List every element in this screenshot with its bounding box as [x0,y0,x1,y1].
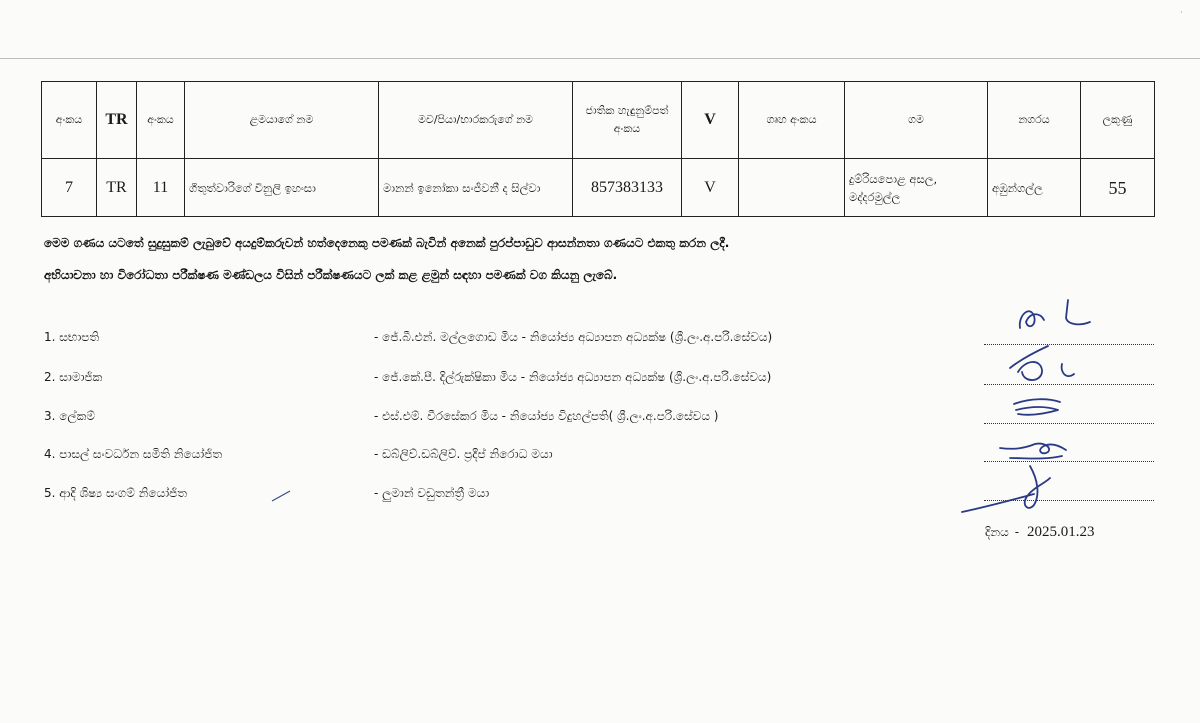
signature-line [984,344,1154,345]
cell-parent-name: මානන් ඉනෝකා සංජීවනී ද සිල්වා [379,159,573,217]
header-tr-no: අංකය [137,82,185,159]
header-house-no: ගෘහ අංකය [739,82,845,159]
header-parent-name: මව/පියා/භාරකරුගේ නම [379,82,573,159]
date-block [985,524,1095,541]
cell-tr: TR [97,159,137,217]
table-header-row [42,82,1155,159]
date-separator: - [1014,525,1020,539]
cell-v: V [682,159,739,217]
date-label: දිනය [985,525,1009,539]
cell-village: දුම්රියපොළ අසල, මද්දරමුල්ල [845,159,988,217]
member-role: 3. ලේකම් [44,409,95,423]
header-no: අංකය [42,82,97,159]
header-village: ගම [845,82,988,159]
member-role: 5. ආදි ශිෂ්‍ය සංගම් නියෝජිත [44,486,188,500]
cell-tr-no: 11 [137,159,185,217]
signature-line [984,461,1154,462]
signature-line [984,500,1154,501]
cell-house-no [739,159,845,217]
cell-nic: 857383133 [573,159,682,217]
corner-mark: · [1180,8,1183,18]
cell-no: 7 [42,159,97,217]
header-tr: TR [97,82,137,159]
member-role: 4. පාසල් සංවර්ධන සමිති නියෝජිත [44,447,223,461]
pen-tick-mark [270,488,294,504]
header-v: V [682,82,739,159]
member-row-sdc-rep [44,447,1200,467]
signature-chairman [1020,300,1090,328]
note-line-2: අභියාචනා හා විරෝධතා පරීක්ෂණ මණ්ඩලය විසින් පරීක්ෂණයට ලක් කළ ළමුන් සඳහා පමණක් වග කියනු ලැබේ. [44,268,618,282]
signature-line [984,384,1154,385]
member-name: - ඩබ්ලිව්.ඩබ්ලිව්. ප්‍රදීප් නිරොධ මයා [374,447,553,461]
page-top-rule [0,58,1200,59]
member-name: - ජේ.බී.එන්. මල්ලගොඩ මිය - නියෝජ්‍ය අධ්‍යාපන අධ්‍යක්ෂ (ශ්‍රී.ලං.අ.පරි.සේවය) [374,330,773,344]
header-marks: ලකුණු [1081,82,1155,159]
cell-child-name: ගීතුත්වාරිගේ විනුලි ඉහංසා [185,159,379,217]
header-child-name: ළමයාගේ නම [185,82,379,159]
member-role: 2. සාමාජික [44,370,103,384]
member-row-chairman [44,330,1200,350]
cell-city: අඹුන්ගල්ල [988,159,1081,217]
note-line-1: මෙම ගණය යටතේ සුදුසුකම් ලැබුවේ අයදුම්කරුවන් හත්දෙනෙකු පමණක් බැවින් අනෙක් පුරප්පාඩුව ආසන්නතා ගණයට එකතු කරන ලදී. [44,236,730,250]
date-value: 2025.01.23 [1027,524,1095,540]
table-row [42,159,1155,217]
member-name: - එස්.එම්. වීරසේකර මිය - නියෝජ්‍ය විදුහල්පති( ශ්‍රී.ලං.අ.පරි.සේවය ) [374,409,719,423]
header-nic: ජාතික හැඳුනුම්පත් අංකය [573,82,682,159]
member-row-secretary [44,409,1200,429]
member-name: - ජේ.කේ.පී. දිල්රුක්ෂිකා මිය - නියෝජ්‍ය අධ්‍යාපන අධ්‍යක්ෂ (ශ්‍රී.ලං.අ.පරි.සේවය) [374,370,772,384]
member-row-member [44,370,1200,390]
member-row-alumni-rep [44,486,1200,506]
header-city: නගරය [988,82,1081,159]
candidate-table [41,81,1155,217]
member-role: 1. සභාපති [44,330,100,344]
member-name: - ලුමාන් වඩුතන්ත්‍රී මයා [374,486,490,500]
cell-marks: 55 [1081,159,1155,217]
signature-line [984,423,1154,424]
